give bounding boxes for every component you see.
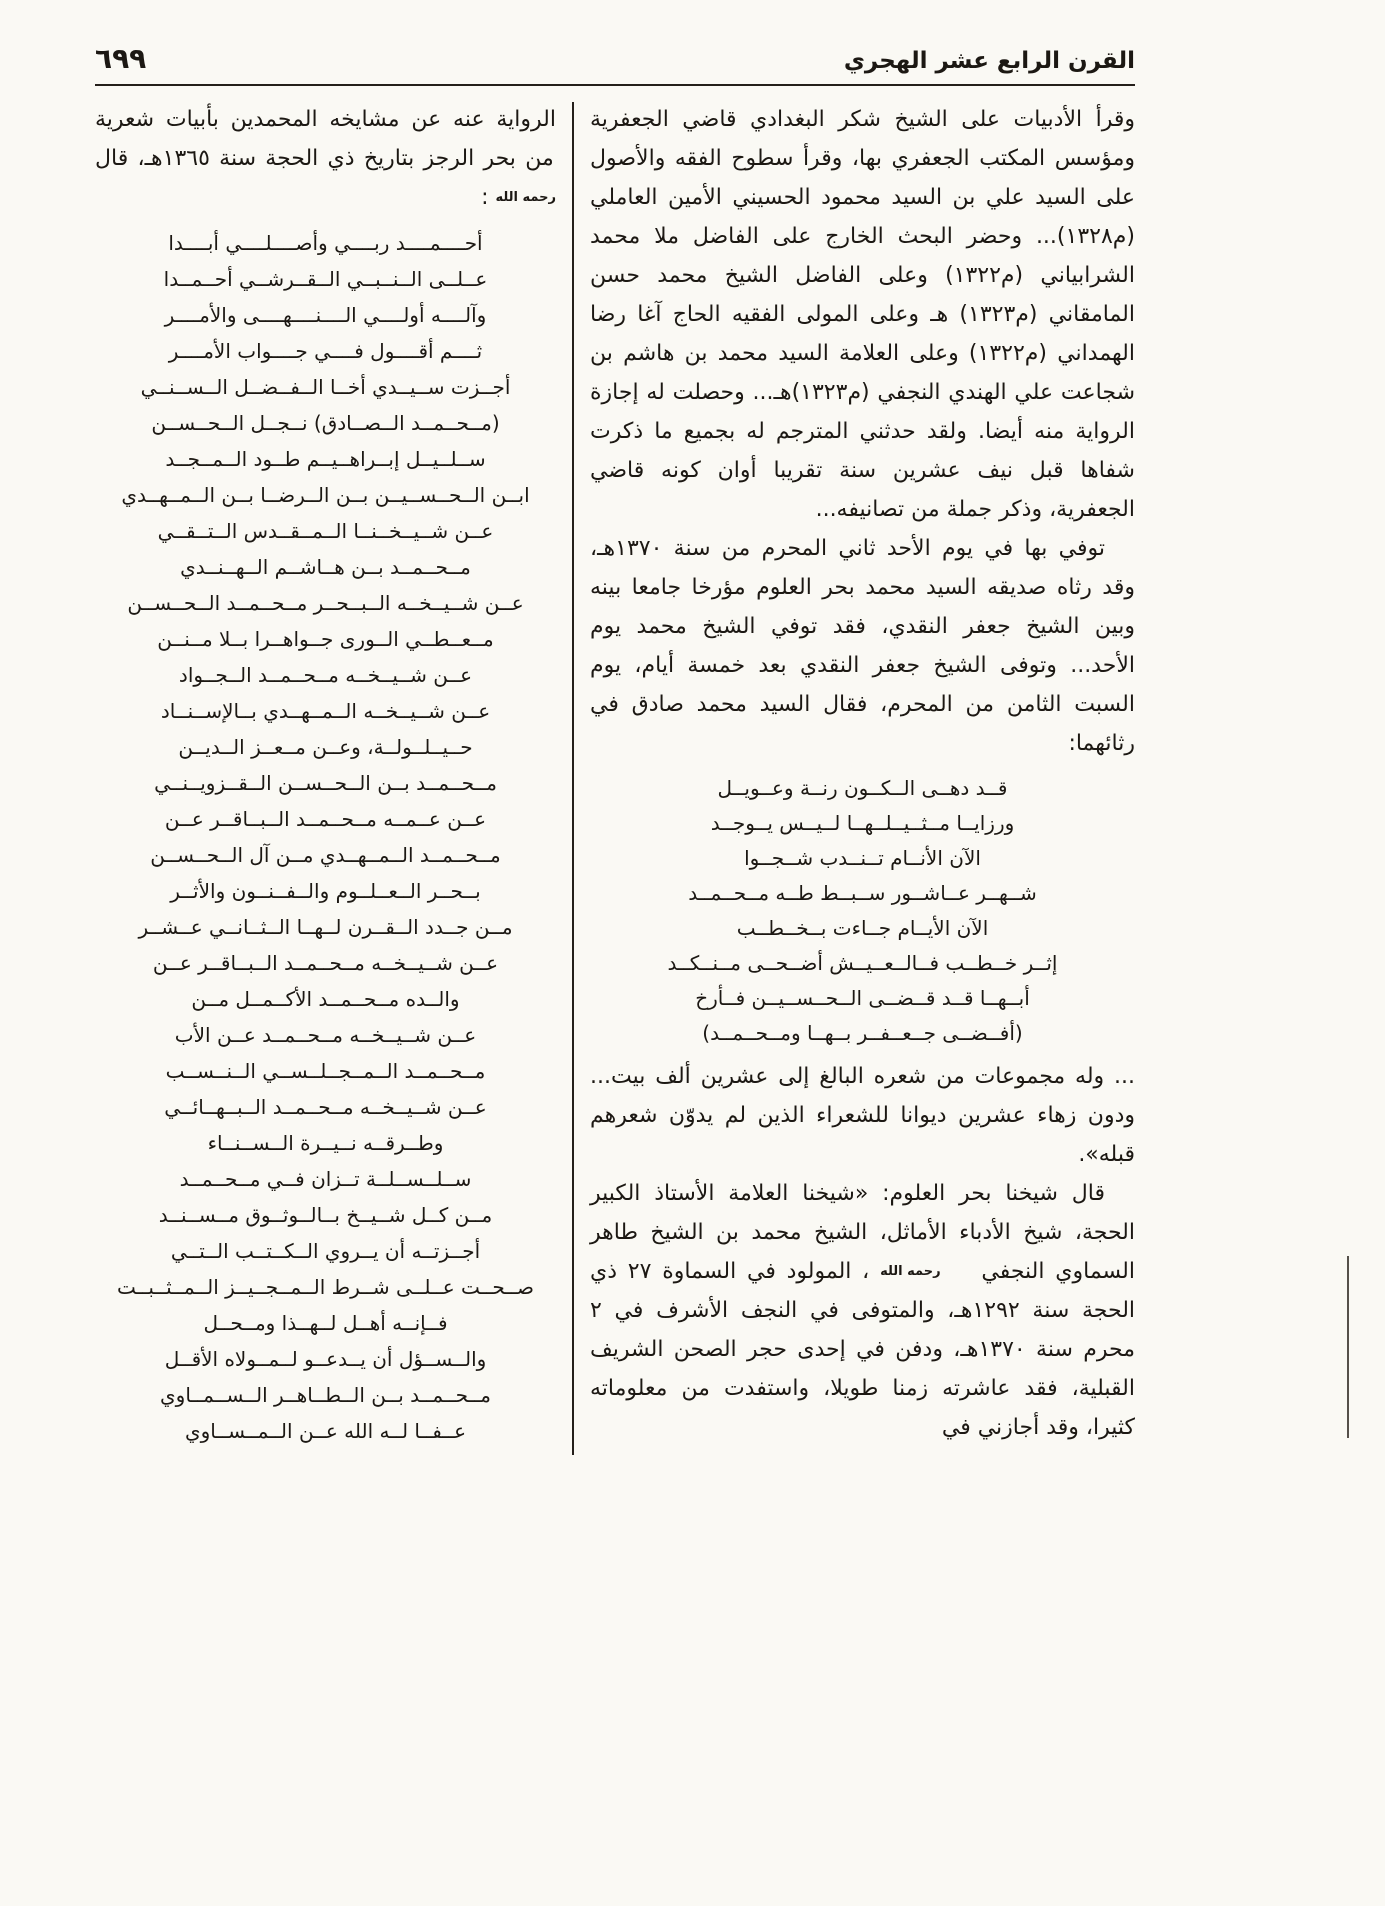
chapter-title: القرن الرابع عشر الهجري bbox=[843, 48, 1135, 74]
poem-line: حــيــلــولــة، وعــن مــعــز الــديــن bbox=[178, 735, 473, 759]
scan-artifact bbox=[1347, 1256, 1349, 1438]
paragraph-text: : bbox=[481, 185, 489, 210]
paragraph-death: توفي بها في يوم الأحد ثاني المحرم من سنة ١٣٧٠هـ، وقد رثاه صديقه السيد محمد بحر العلوم مؤرخا جامعا بينه وبين الشيخ جعفر النقدي، فقد توفي الشيخ محمد يوم الأحد... وتوفى الشيخ جعفر النقدي بعد خمسة أيام، يوم السبت الثامن من المحرم، فقال السيد محمد صادق في رثائهما: bbox=[590, 536, 1135, 756]
column-divider bbox=[572, 102, 574, 1455]
poem-line: عــن شــيــخــه الــمــهــدي بــالإســنــاد bbox=[160, 699, 491, 723]
poem-line: أبــهــا قــد قــضــى الــحــســيــن فــأرخ bbox=[695, 986, 1030, 1010]
poem-line: عــن شــيــخــه مــحــمــد الــجــواد bbox=[178, 663, 473, 687]
paragraph-works: ... وله مجموعات من شعره البالغ إلى عشرين ألف بيت... ودون زهاء عشرين ديوانا للشعراء الذين لم يدوّن شعرهم قبله». bbox=[590, 1064, 1135, 1167]
poem-line: عــن شــيــخــه مــحــمــد الــبــهــائــي bbox=[164, 1095, 487, 1119]
poem-line: عــلــى الــنــبــي الــقــرشــي أحــمــدا bbox=[163, 267, 488, 291]
poem-line: الآن الأنــام تــنــدب شــجــوا bbox=[744, 846, 981, 870]
prose-column bbox=[590, 100, 1135, 1455]
poem-line: إثــر خــطــب فــالــعــيــش أضــحــى مــنــكــد bbox=[667, 951, 1058, 975]
honorific-seal: رحمه الله bbox=[880, 1264, 941, 1279]
poem-line: ورزايــا مــثــيــلــهــا لــيــس يــوجــد bbox=[710, 811, 1015, 835]
poem-line: بــحــر الــعــلــوم والــفــنــون والأثــر bbox=[170, 879, 481, 903]
poem-line: عــن عــمــه مــحــمــد الــبــاقــر عــن bbox=[164, 807, 487, 831]
book-page bbox=[95, 42, 1135, 1455]
poem-line: قــد دهــى الــكــون رنــة وعــويــل bbox=[717, 776, 1008, 800]
paragraph-text: قال شيخنا بحر العلوم: «شيخنا العلامة الأستاذ الكبير الحجة، شيخ الأدباء الأماثل، الشيخ محمد بن الشيخ طاهر السماوي النجفي bbox=[590, 1181, 1135, 1284]
poem-line: ابــن الــحــســيــن بــن الــرضــا بــن الــمــهــدي bbox=[121, 483, 530, 507]
poem-line: ســلــســلــة تــزان فــي مــحــمــد bbox=[179, 1167, 472, 1191]
poem-line: شــهــر عــاشــور ســبــط طــه مــحــمــد bbox=[688, 881, 1037, 905]
poem-line: والــده مــحــمــد الأكــمــل مــن bbox=[191, 987, 460, 1011]
paragraph-biography: وقرأ الأدبيات على الشيخ شكر البغدادي قاضي الجعفرية ومؤسس المكتب الجعفري بها، وقرأ سطوح الفقه والأصول على السيد علي بن السيد محمود الحسيني الأمين العاملي (م١٣٢٨)... وحضر البحث الخارج على الفاضل ملا محمد الشرابياني (م١٣٢٢) وعلى الفاضل الشيخ محمد حسن المامقاني (م١٣٢٣) هـ وعلى المولى الفقيه الحاج آغا رضا الهمداني (م١٣٢٢) وعلى العلامة السيد محمد بن هاشم بن شجاعت علي الهندي النجفي (م١٣٢٣)هـ... وحصلت له إجازة الرواية منه أيضا. ولقد حدثني المترجم له بجميع ما ذكرت شفاها قبل نيف عشرين سنة تقريبا أوان كونه قاضي الجعفرية، وذكر جملة من تصانيفه... bbox=[590, 107, 1136, 522]
honorific-seal: رحمه الله bbox=[495, 190, 556, 205]
page-header bbox=[95, 42, 1135, 86]
poem-line: وآلــــه أولــــي الــــنــــهــــى والأمــــر bbox=[164, 303, 487, 327]
paragraph-ijaza-intro bbox=[95, 100, 556, 217]
poem-line: عــفــا لــه الله عــن الــمــســاوي bbox=[184, 1419, 467, 1443]
poem-line: عــن شــيــخــه الــبــحــر مــحــمــد الــحــســن bbox=[127, 591, 524, 615]
poem-line: الآن الأيــام جــاءت بــخــطــب bbox=[736, 916, 989, 940]
poem-line: أجــزت ســيــدي أخــا الــفــضــل الــســنــي bbox=[140, 375, 511, 399]
text-columns bbox=[95, 100, 1135, 1455]
poem-line: أجــزتــه أن يــروي الــكــتــب الــتــي bbox=[170, 1239, 481, 1263]
poem-line: مــن كــل شــيــخ بــالــوثــوق مــســنــد bbox=[158, 1203, 493, 1227]
poem-line: صــحــت عــلــى شــرط الــمــجــيــز الــمــثــبــت bbox=[117, 1275, 534, 1299]
poem-line: أحــــمــــد ربــــي وأصــــلــــي أبــــدا bbox=[168, 231, 483, 255]
poem-line: مــن جــدد الــقــرن لــهــا الــثــانــي عــشــر bbox=[138, 915, 513, 939]
poem-line: مــعــطــي الــورى جــواهــرا بــلا مــنــن bbox=[157, 627, 494, 651]
poem-line: ثــــم أقــــول فــــي جــــواب الأمــــر bbox=[168, 339, 483, 363]
poem-line: فــإنــه أهــل لــهــذا ومــحــل bbox=[203, 1311, 448, 1335]
poem-line: مــحــمــد بــن الــحــســن الــقــزويــنــي bbox=[154, 771, 497, 795]
poem-line: (أفــضــى جــعــفــر بــهــا ومــحــمــد) bbox=[702, 1021, 1023, 1045]
poem-line: (مــحــمــد الــصــادق) نــجــل الــحــســن bbox=[151, 411, 500, 435]
poem-line: والــســؤل أن يــدعــو لــمــولاه الأقــل bbox=[164, 1347, 487, 1371]
poem-line: عــن شــيــخــه مــحــمــد عــن الأب bbox=[174, 1023, 477, 1047]
poem-line: عــن شــيــخــه مــحــمــد الــبــاقــر عــن bbox=[152, 951, 499, 975]
elegy-poem bbox=[590, 771, 1135, 1051]
paragraph-text: الرواية عنه عن مشايخه المحمدين بأبيات شعرية من بحر الرجز بتاريخ ذي الحجة سنة ١٣٦٥هـ، قال bbox=[95, 107, 556, 171]
paragraph-quote bbox=[590, 1174, 1135, 1447]
poem-line: مــحــمــد بــن الــطــاهــر الــســمــاوي bbox=[160, 1383, 491, 1407]
poem-line: عــن شــيــخــنــا الــمــقــدس الــتــقــي bbox=[157, 519, 494, 543]
poetry-column bbox=[95, 100, 556, 1455]
ijaza-poem bbox=[95, 225, 556, 1449]
poem-line: ســلــيــل إبــراهــيــم طــود الــمــجــد bbox=[165, 447, 486, 471]
poem-line: مــحــمــد الــمــجــلــســي الــنــســب bbox=[165, 1059, 486, 1083]
poem-line: مــحــمــد الــمــهــدي مــن آل الــحــســن bbox=[150, 843, 501, 867]
poem-line: وطــرقــه نــيــرة الــســنــاء bbox=[207, 1131, 444, 1155]
poem-line: مــحــمــد بــن هــاشــم الــهــنــدي bbox=[180, 555, 471, 579]
paragraph-text: ، المولود في السماوة ٢٧ ذي الحجة سنة ١٢٩٢هـ، والمتوفى في النجف الأشرف في ٢ محرم سنة ١٣٧٠هـ، ودفن في إحدى حجر الصحن الشريف القبلية، فقد عاشرته زمنا طويلا، واستفدت من معلوماته كثيرا، وقد أجازني في bbox=[590, 1259, 1136, 1440]
page-number: ٦٩٩ bbox=[95, 42, 147, 75]
